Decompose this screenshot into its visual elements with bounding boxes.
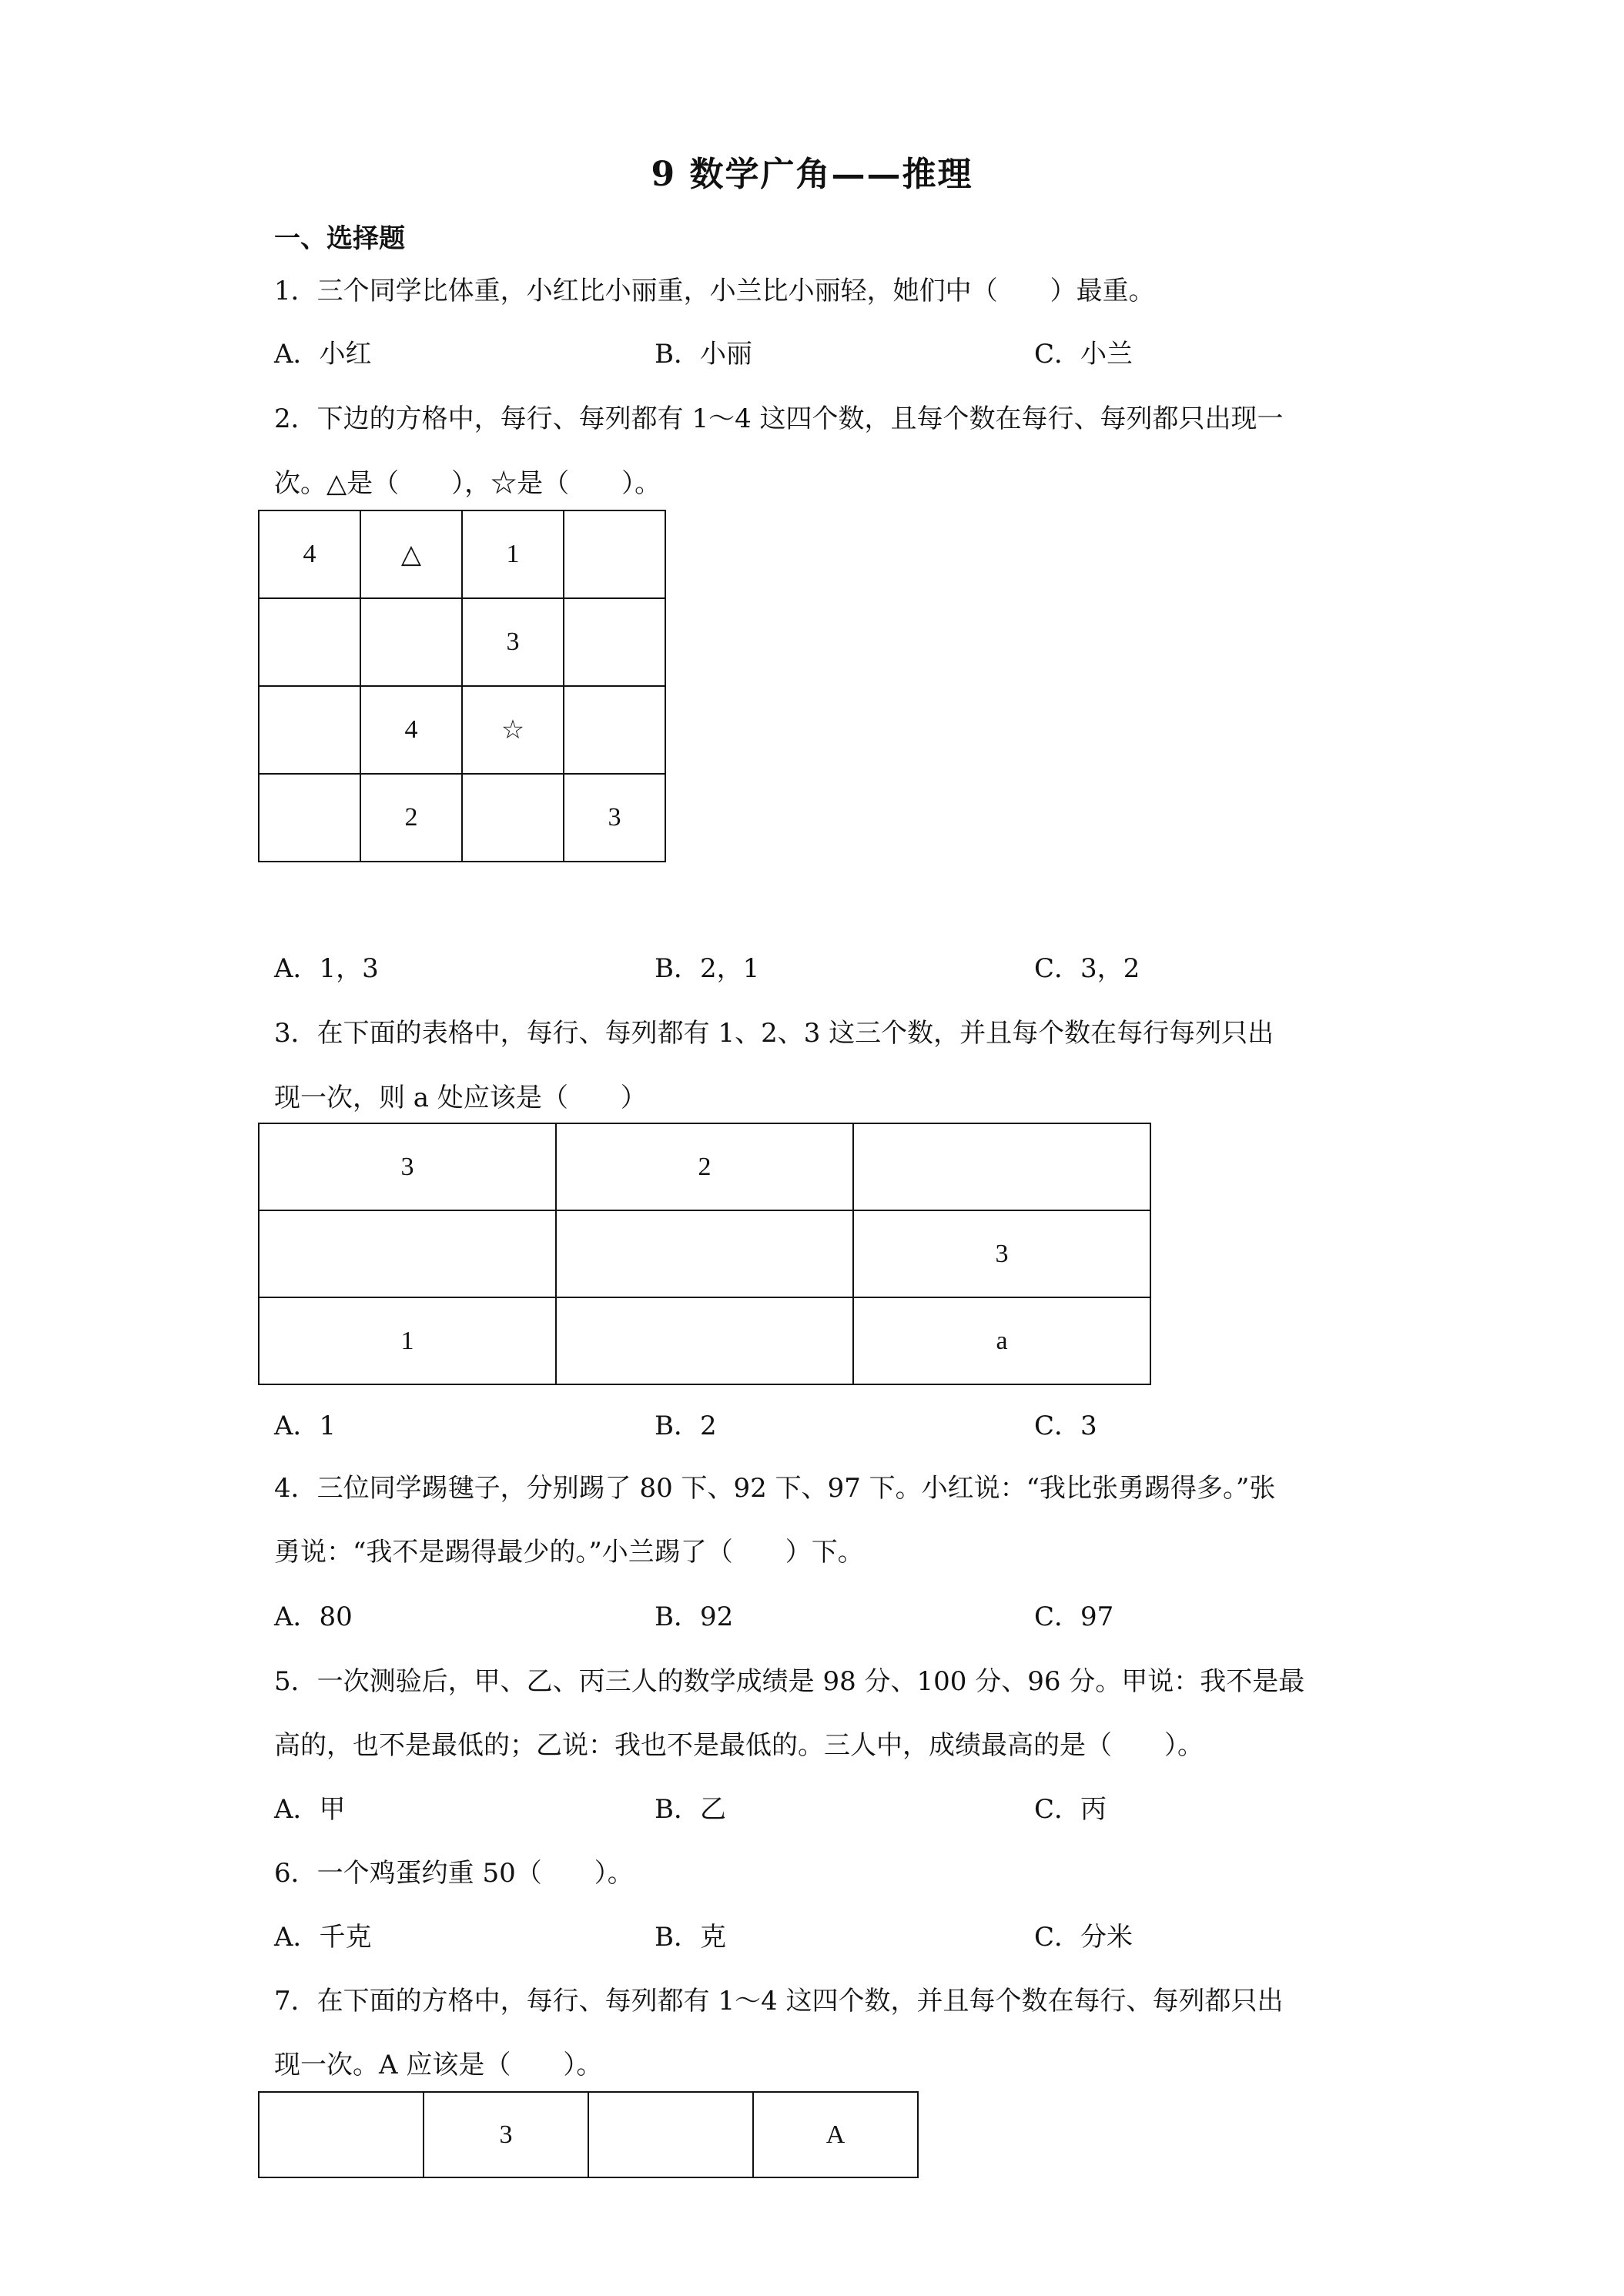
question-2-line-2: 次。△是（ ），☆是（ ）。 [274,468,661,499]
question-3-line-2: 现一次，则 a 处应该是（ ） [274,1083,647,1113]
grid-cell [588,2092,753,2177]
grid-cell: A [753,2092,918,2177]
question-2-grid [258,510,666,862]
question-6-text: 6．一个鸡蛋约重 50（ ）。 [274,1858,634,1889]
question-4-option-b: B．92 [655,1602,734,1632]
question-6-option-b: B．克 [655,1922,726,1953]
grid-cell [360,598,462,686]
question-6-option-c: C．分米 [1034,1922,1133,1953]
question-5-line-2: 高的，也不是最低的；乙说：我也不是最低的。三人中，成绩最高的是（ ）。 [274,1730,1204,1761]
grid-cell: 2 [556,1123,853,1210]
question-1-text: 1．三个同学比体重，小红比小丽重，小兰比小丽轻，她们中（ ）最重。 [274,276,1155,306]
grid-cell: 1 [259,1297,556,1384]
grid-cell: 1 [462,510,564,598]
grid-cell: 3 [853,1210,1150,1297]
grid-cell [259,1210,556,1297]
triangle-icon: △ [360,510,462,598]
question-1-option-b: B．小丽 [655,339,752,370]
grid-cell [556,1210,853,1297]
grid-cell [259,686,360,774]
question-3-option-a: A．1 [274,1411,337,1441]
grid-cell [462,774,564,862]
question-2-option-c: C．3，2 [1034,953,1140,984]
page-title: 9 数学广角——推理 [651,155,973,194]
grid-cell [564,686,665,774]
question-1-option-c: C．小兰 [1034,339,1133,370]
grid-cell [259,774,360,862]
grid-cell [853,1123,1150,1210]
grid-cell: 3 [259,1123,556,1210]
question-3-grid [258,1123,1151,1385]
grid-cell [564,510,665,598]
question-3-option-c: C．3 [1034,1411,1097,1441]
star-icon: ☆ [462,686,564,774]
question-3-line-1: 3．在下面的表格中，每行、每列都有 1、2、3 这三个数，并且每个数在每行每列只出 [274,1018,1274,1049]
question-2-option-a: A．1，3 [274,953,379,984]
question-3-option-b: B．2 [655,1411,717,1441]
question-5-option-c: C．丙 [1034,1794,1107,1825]
grid-cell [556,1297,853,1384]
question-6-option-a: A．千克 [274,1922,372,1953]
grid-cell: 3 [462,598,564,686]
question-5-line-1: 5．一次测验后，甲、乙、丙三人的数学成绩是 98 分、100 分、96 分。甲说：我不是最 [274,1666,1305,1697]
grid-cell: 4 [259,510,360,598]
section-heading: 一、选择题 [274,223,405,254]
grid-cell: 3 [424,2092,588,2177]
grid-cell: a [853,1297,1150,1384]
grid-cell: 2 [360,774,462,862]
question-4-option-a: A．80 [274,1602,353,1632]
grid-cell: 3 [564,774,665,862]
question-5-option-a: A．甲 [274,1794,346,1825]
question-7-line-1: 7．在下面的方格中，每行、每列都有 1～4 这四个数，并且每个数在每行、每列都只出 [274,1986,1284,2017]
question-5-option-b: B．乙 [655,1794,726,1825]
grid-cell [564,598,665,686]
question-1-option-a: A．小红 [274,339,372,370]
grid-cell [259,598,360,686]
question-4-option-c: C．97 [1034,1602,1114,1632]
question-4-line-2: 勇说：“我不是踢得最少的。”小兰踢了（ ）下。 [274,1537,864,1568]
question-4-line-1: 4．三位同学踢毽子，分别踢了 80 下、92 下、97 下。小红说：“我比张勇踢得多。”张 [274,1473,1276,1504]
question-2-option-b: B．2，1 [655,953,760,984]
grid-cell: 4 [360,686,462,774]
grid-cell [259,2092,424,2177]
question-7-line-2: 现一次。A 应该是（ ）。 [274,2050,603,2080]
question-7-grid [258,2091,919,2178]
question-2-line-1: 2．下边的方格中，每行、每列都有 1～4 这四个数，且每个数在每行、每列都只出现一 [274,403,1284,434]
